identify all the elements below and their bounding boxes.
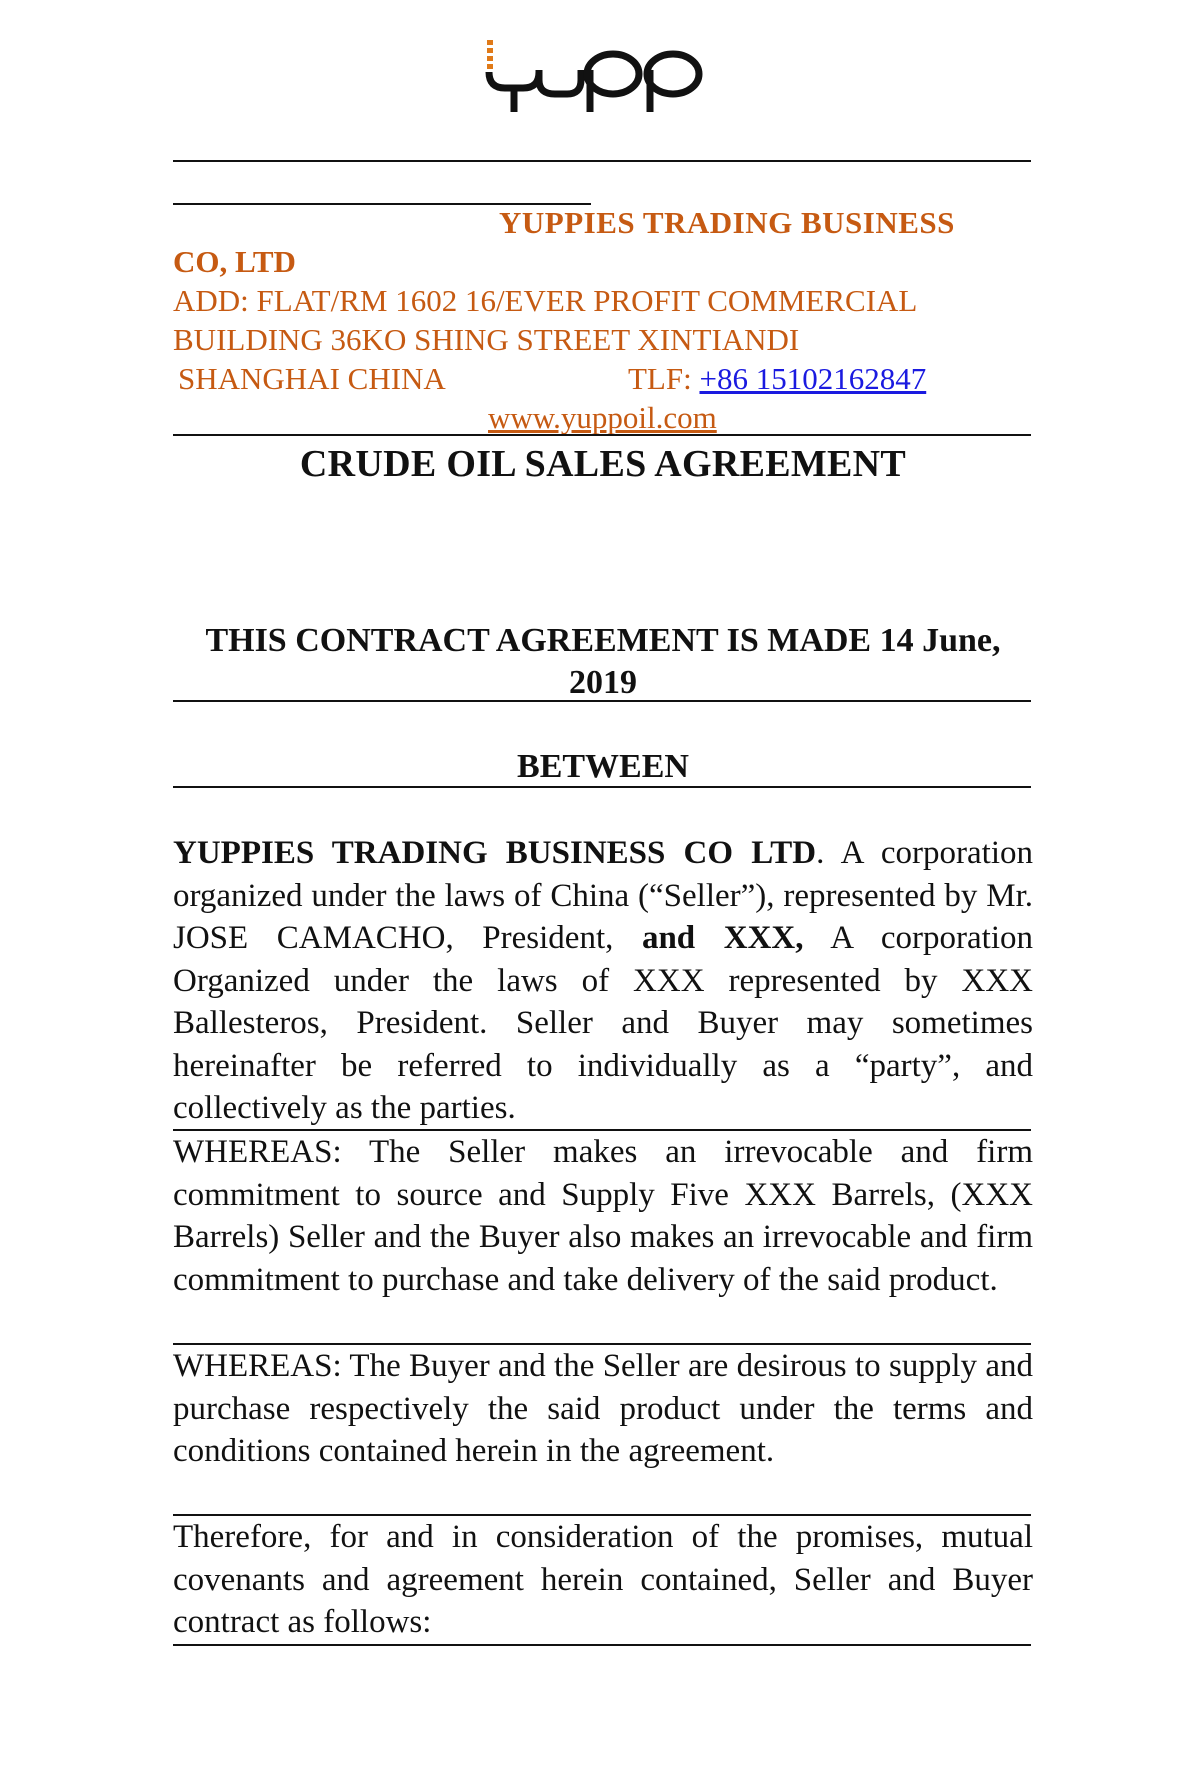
parties-text-b: A corporation Organized under the laws of XXX represented by XXX Ballesteros, President. Seller and Buyer may sometimes hereinafter be referred to individually as a “party”, and collectively as the parties. [173,920,1033,1126]
letterhead-address-line3: SHANGHAI CHINA [178,361,446,396]
website-link[interactable]: www.yuppoil.com [488,400,717,435]
document-title: CRUDE OIL SALES AGREEMENT [299,443,907,485]
yupp-logo-icon [483,40,723,120]
title-rule [173,434,1031,436]
and-word: and [641,920,696,956]
therefore-paragraph: Therefore, for and in consideration of the promises, mutual covenants and agreement herein contained, Seller and Buyer contract as follows: [173,1519,1033,1640]
parties-paragraph [173,832,1033,1130]
letterhead-address-line2: BUILDING 36KO SHING STREET XINTIANDI [173,322,800,357]
contract-date-heading [173,620,1033,704]
letterhead-company-line-a: YUPPIES TRADING BUSINESS [499,205,955,240]
between-rule [173,786,1031,788]
whereas-paragraph-2: WHEREAS: The Buyer and the Seller are desirous to supply and purchase respectively the said product under the terms and conditions contained herein in the agreement. [173,1348,1033,1469]
buyer-name: XXX, [723,920,804,956]
seller-name: YUPPIES TRADING BUSINESS CO LTD [173,835,817,871]
letterhead-address-line1: ADD: FLAT/RM 1602 16/EVER PROFIT COMMERCIAL [173,283,918,318]
parties-text-a: . A corporation organized under the laws of China (“Seller”), represented by Mr. JOSE CAMACHO, President, [173,835,1033,956]
letterhead-phone [628,361,926,397]
phone-link[interactable]: +86 15102162847 [699,361,927,396]
header-rule-top [173,160,1031,162]
between-heading: BETWEEN [517,748,689,785]
phone-label: TLF: [628,361,700,396]
contract-date-line2: 2019 [569,664,637,701]
date-rule [173,700,1031,702]
paragraph-rule-4 [173,1644,1031,1646]
contract-date-line1: THIS CONTRACT AGREEMENT IS MADE 14 June, [205,622,1001,659]
letterhead-company-line-b: CO, LTD [173,244,296,279]
whereas-paragraph-1: WHEREAS: The Seller makes an irrevocable and firm commitment to source and Supply Five XXX Barrels, (XXX Barrels) Seller and the Buyer also makes an irrevocable and firm commitment to purchase and take delivery of the said product. [173,1134,1033,1298]
